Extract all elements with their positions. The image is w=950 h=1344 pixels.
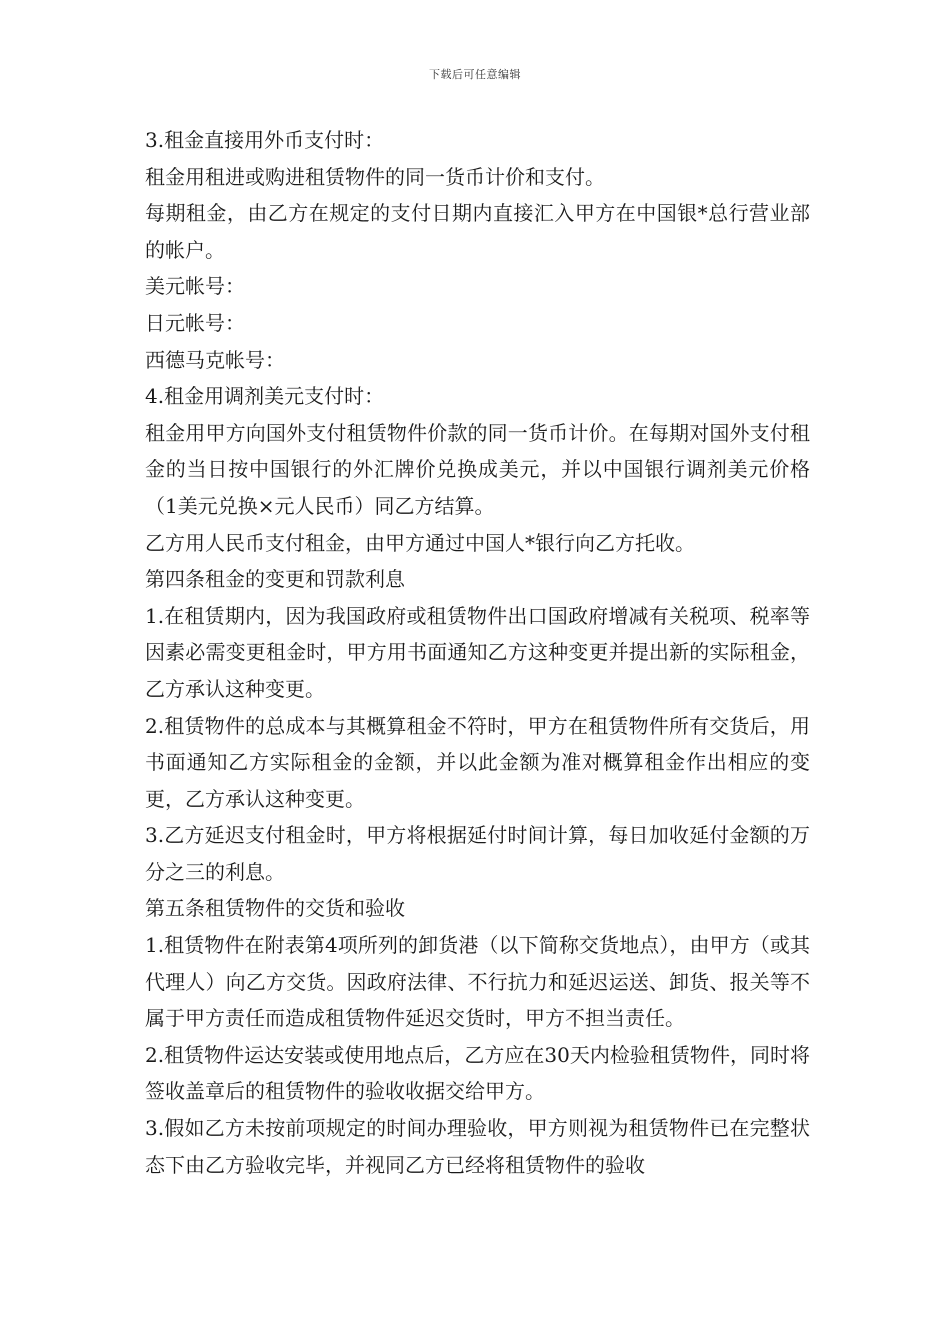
paragraph-12: 2.租赁物件的总成本与其概算租金不符时，甲方在租赁物件所有交货后，用书面通知乙方实际租金的金额，并以此金额为准对概算租金作出相应的变更，乙方承认这种变更。 xyxy=(145,713,810,811)
document-body xyxy=(145,122,810,1183)
page-header: 下载后可任意编辑 xyxy=(429,68,521,81)
section-heading-4: 第四条租金的变更和罚款利息 xyxy=(145,567,405,592)
paragraph-6: 西德马克帐号： xyxy=(145,347,285,372)
paragraph-16: 2.租赁物件运达安装或使用地点后，乙方应在30天内检验租赁物件，同时将签收盖章后的租赁物件的验收收据交给甲方。 xyxy=(145,1042,810,1104)
paragraph-2: 租金用租进或购进租赁物件的同一货币计价和支付。 xyxy=(145,164,605,189)
paragraph-7: 4.租金用调剂美元支付时： xyxy=(145,384,385,409)
paragraph-8: 租金用甲方向国外支付租赁物件价款的同一货币计价。在每期对国外支付租金的当日按中国银行的外汇牌价兑换成美元，并以中国银行调剂美元价格（1美元兑换×元人民币）同乙方结算。 xyxy=(145,420,810,518)
paragraph-15: 1.租赁物件在附表第4项所列的卸货港（以下简称交货地点），由甲方（或其代理人）向乙方交货。因政府法律、不行抗力和延迟运送、卸货、报关等不属于甲方责任而造成租赁物件延迟交货时，甲方不担当责任。 xyxy=(145,933,810,1031)
paragraph-5: 日元帐号： xyxy=(145,310,245,335)
paragraph-13: 3.乙方延迟支付租金时，甲方将根据延付时间计算，每日加收延付金额的万分之三的利息。 xyxy=(145,823,810,884)
paragraph-3: 每期租金，由乙方在规定的支付日期内直接汇入甲方在中国银*总行营业部的帐户。 xyxy=(145,201,810,262)
paragraph-4: 美元帐号： xyxy=(145,274,245,299)
paragraph-1: 3.租金直接用外币支付时： xyxy=(145,128,385,152)
paragraph-11: 1.在租赁期内，因为我国政府或租赁物件出口国政府增减有关税项、税率等因素必需变更租金时，甲方用书面通知乙方这种变更并提出新的实际租金，乙方承认这种变更。 xyxy=(145,603,810,701)
paragraph-17: 3.假如乙方未按前项规定的时间办理验收，甲方则视为租赁物件已在完整状态下由乙方验收完毕，并视同乙方已经将租赁物件的验收 xyxy=(145,1116,810,1177)
paragraph-9: 乙方用人民币支付租金，由甲方通过中国人*银行向乙方托收。 xyxy=(145,530,695,555)
section-heading-5: 第五条租赁物件的交货和验收 xyxy=(145,896,405,921)
